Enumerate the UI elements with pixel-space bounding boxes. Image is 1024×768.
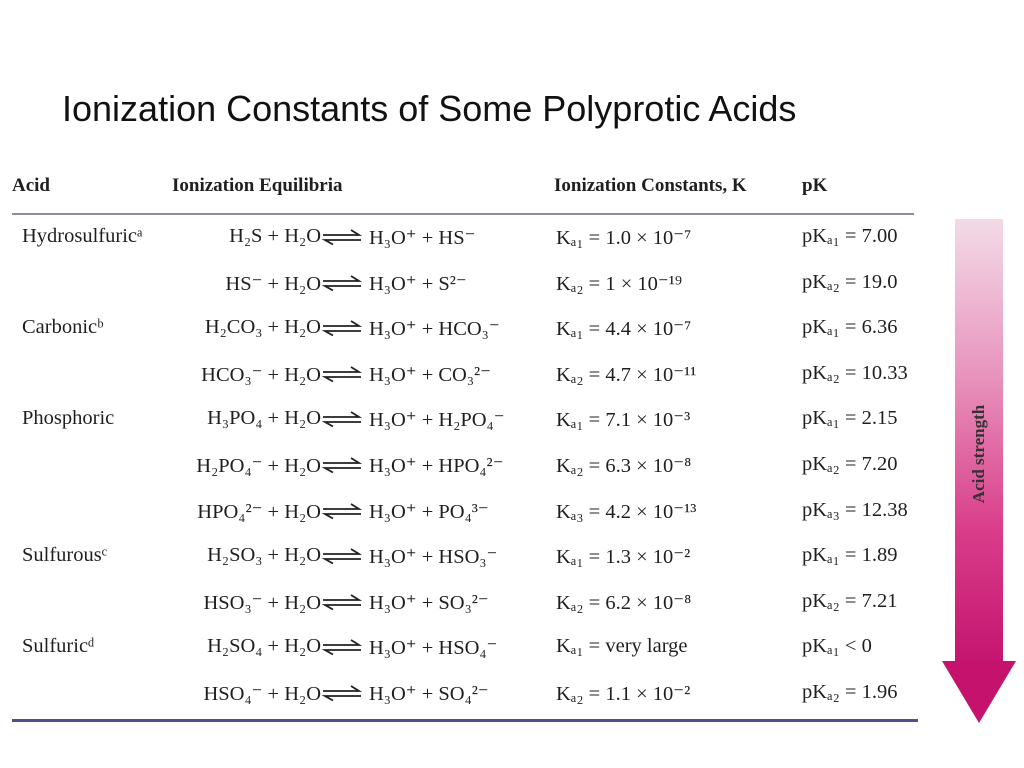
equilibrium-arrow-icon	[321, 228, 365, 251]
pk-value: pKₐ₂ = 1.96	[802, 681, 898, 703]
equilibrium-reactants: H₂CO₃ + H₂O	[204, 316, 321, 339]
equilibrium-arrow-icon	[321, 684, 365, 707]
equilibrium-reactants: HPO₄²⁻ + H₂O	[197, 500, 321, 523]
equilibrium-reactants: HCO₃⁻ + H₂O	[201, 363, 321, 386]
ionization-constant: Kₐ₁ = 1.3 × 10⁻²	[556, 546, 691, 569]
table-row	[12, 491, 914, 536]
pk-value: pKₐ₂ = 10.33	[802, 361, 908, 384]
ionization-constant: Kₐ₂ = 1 × 10⁻¹⁹	[556, 272, 683, 295]
equilibrium-arrow-icon	[321, 638, 365, 661]
equilibrium-products: H₃O⁺ + HSO₄⁻	[369, 637, 498, 660]
header-pk: pK	[802, 175, 828, 196]
arrow-down-icon	[942, 661, 1016, 723]
slide-title: Ionization Constants of Some Polyprotic Acids	[62, 88, 797, 129]
pk-value: pKₐ₁ = 6.36	[802, 316, 898, 339]
table-row	[12, 217, 914, 262]
acid-name: Phosphoric	[22, 407, 115, 430]
equilibrium-products: H₃O⁺ + S²⁻	[369, 272, 467, 295]
equilibrium-reactants: H₃PO₄ + H₂O	[207, 407, 321, 430]
ionization-constant: Kₐ₁ = 7.1 × 10⁻³	[556, 409, 691, 432]
pk-value: pKₐ₂ = 7.21	[802, 589, 898, 612]
equilibrium-arrow-icon	[321, 593, 365, 616]
equilibrium-reactants: H₂SO₃ + H₂O	[207, 544, 321, 567]
equilibrium-reactants: H₂S + H₂O	[229, 225, 321, 247]
ionization-constant: Kₐ₂ = 4.7 × 10⁻¹¹	[556, 363, 697, 386]
header-constants: Ionization Constants, K	[554, 175, 747, 196]
table-row	[12, 263, 914, 308]
equilibrium-products: H₃O⁺ + CO₃²⁻	[369, 363, 491, 386]
equilibrium-arrow-icon	[321, 456, 365, 479]
equilibrium-products: H₃O⁺ + PO₄³⁻	[369, 500, 489, 523]
table-row	[12, 399, 914, 444]
pk-value: pKₐ₁ = 7.00	[802, 225, 898, 247]
ionization-constant: Kₐ₂ = 6.3 × 10⁻⁸	[556, 455, 692, 477]
equilibrium-products: H₃O⁺ + HSO₃⁻	[369, 546, 498, 569]
equilibrium-reactants: HSO₃⁻ + H₂O	[203, 591, 321, 614]
acid-name: Carbonicᵇ	[22, 316, 104, 339]
ionization-constant: Kₐ₁ = 1.0 × 10⁻⁷	[556, 227, 692, 249]
equilibrium-products: H₃O⁺ + HCO₃⁻	[369, 318, 500, 341]
pk-value: pKₐ₂ = 7.20	[802, 453, 898, 475]
pk-value: pKₐ₁ < 0	[802, 635, 872, 658]
equilibrium-arrow-icon	[321, 319, 365, 342]
table-row	[12, 308, 914, 353]
acid-strength-label: Acid strength	[969, 404, 988, 504]
table-row	[12, 354, 914, 399]
pk-value: pKₐ₁ = 1.89	[802, 544, 898, 567]
equilibrium-arrow-icon	[321, 410, 365, 433]
equilibrium-reactants: H₂PO₄⁻ + H₂O	[196, 455, 321, 477]
table-row	[12, 536, 914, 581]
header-equilibria: Ionization Equilibria	[172, 175, 343, 196]
table-row	[12, 445, 914, 490]
table-row	[12, 627, 914, 672]
ionization-constant: Kₐ₁ = 4.4 × 10⁻⁷	[556, 318, 692, 341]
equilibrium-arrow-icon	[321, 502, 365, 525]
ionization-constant: Kₐ₁ = very large	[556, 635, 688, 658]
ionization-table	[12, 163, 914, 723]
equilibrium-products: H₃O⁺ + H₂PO₄⁻	[369, 409, 505, 432]
table-bottom-rule	[12, 719, 918, 722]
equilibrium-products: H₃O⁺ + HPO₄²⁻	[369, 455, 504, 477]
acid-name: Sulfurousᶜ	[22, 544, 107, 567]
equilibrium-products: H₃O⁺ + HS⁻	[369, 227, 476, 249]
acid-name: Hydrosulfuricᵃ	[22, 225, 143, 247]
pk-value: pKₐ₃ = 12.38	[802, 498, 908, 521]
header-acid: Acid	[12, 175, 50, 196]
table-row	[12, 582, 914, 627]
equilibrium-reactants: H₂SO₄ + H₂O	[207, 635, 321, 658]
ionization-constant: Kₐ₃ = 4.2 × 10⁻¹³	[556, 500, 697, 523]
equilibrium-reactants: HS⁻ + H₂O	[225, 272, 321, 295]
acid-name: Sulfuricᵈ	[22, 635, 95, 658]
ionization-constant: Kₐ₂ = 1.1 × 10⁻²	[556, 683, 691, 705]
equilibrium-arrow-icon	[321, 274, 365, 297]
ionization-constant: Kₐ₂ = 6.2 × 10⁻⁸	[556, 591, 692, 614]
equilibrium-reactants: HSO₄⁻ + H₂O	[203, 683, 321, 705]
pk-value: pKₐ₂ = 19.0	[802, 270, 898, 293]
equilibrium-arrow-icon	[321, 547, 365, 570]
pk-value: pKₐ₁ = 2.15	[802, 407, 898, 430]
equilibrium-arrow-icon	[321, 365, 365, 388]
table-row	[12, 673, 914, 718]
table-header	[12, 163, 914, 215]
acid-strength-arrow	[942, 219, 1016, 723]
equilibrium-products: H₃O⁺ + SO₃²⁻	[369, 591, 489, 614]
equilibrium-products: H₃O⁺ + SO₄²⁻	[369, 683, 489, 705]
